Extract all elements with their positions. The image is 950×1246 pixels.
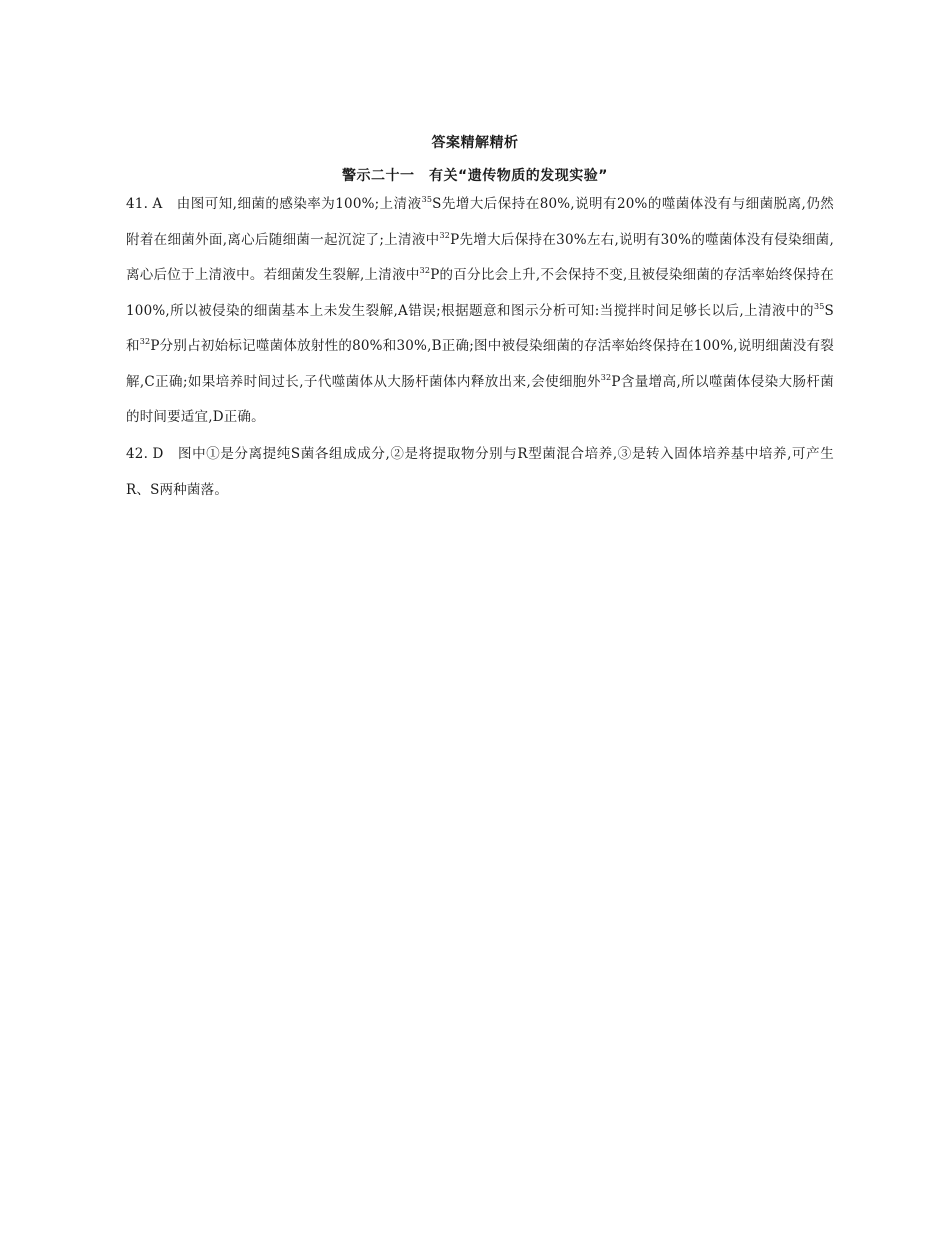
answer-number: 41. A xyxy=(126,196,163,212)
answer-42 xyxy=(126,437,834,508)
section-title: 警示二十一 有关“遗传物质的发现实验” xyxy=(342,168,608,184)
isotope-mass-number: 32 xyxy=(600,372,612,382)
answer-41 xyxy=(126,187,834,436)
answer-text: S和 xyxy=(126,302,834,354)
isotope-mass-number: 32 xyxy=(419,266,431,275)
answer-text: P的百分比会上升,不会保持不变,且被侵染细菌的存活率始终保持在100%,所以被侵染的细菌基本上未发生裂解,A错误;根据题意和图示分析可知:当搅拌时间足够长以后,上清液中的 xyxy=(126,267,834,319)
isotope-mass-number: 32 xyxy=(139,337,151,346)
page-title: 答案精解精析 xyxy=(431,135,519,151)
isotope-mass-number: 35 xyxy=(813,301,825,311)
answer-text: 图中①是分离提纯S菌各组成成分,②是将提取物分别与R型菌混合培养,③是转入固体培养基中培养,可产生R、S两种菌落。 xyxy=(126,446,834,498)
answer-text: P含量增高,所以噬菌体侵染大肠杆菌的时间要适宜,D正确。 xyxy=(126,373,834,425)
answer-number: 42. D xyxy=(126,446,164,462)
answer-text: S先增大后保持在80%,说明有20%的噬菌体没有与细菌脱离,仍然附着在细菌外面,离心后随细菌一起沉淀了;上清液中 xyxy=(126,196,834,248)
answer-text: P先增大后保持在30%左右,说明有30%的噬菌体没有侵染细菌,离心后位于上清液中。若细菌发生裂解,上清液中 xyxy=(126,231,834,283)
isotope-mass-number: 32 xyxy=(439,230,451,240)
answer-text: 由图可知,细菌的感染率为100%;上清液 xyxy=(176,196,422,212)
answer-text: P分别占初始标记噬菌体放射性的80%和30%,B正确;图中被侵染细菌的存活率始终保持在100%,说明细菌没有裂解,C正确;如果培养时间过长,子代噬菌体从大肠杆菌体内释放出来,会使细胞外 xyxy=(126,338,834,390)
isotope-mass-number: 35 xyxy=(421,195,433,204)
